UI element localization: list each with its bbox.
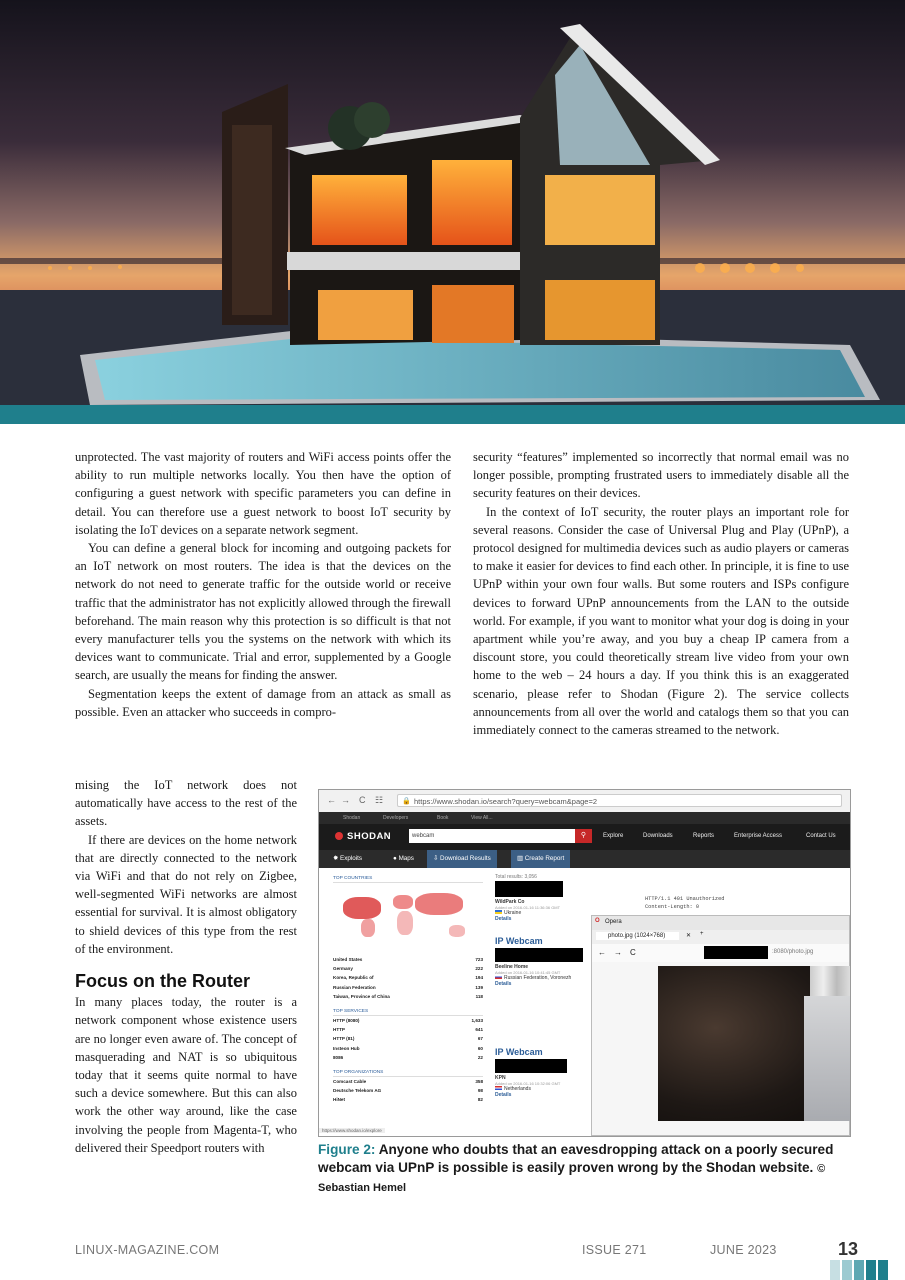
tab-title: photo.jpg (1024×768) <box>608 933 666 939</box>
http-line: Content-Length: 0 <box>645 904 700 910</box>
download-icon: ⇩ <box>433 855 441 862</box>
shodan-logo-text: SHODAN <box>347 831 392 842</box>
webcam-image <box>658 966 850 1121</box>
facet-row <box>333 1053 483 1062</box>
facet-count: 194 <box>475 975 483 981</box>
paragraph: mising the IoT network does not automatically have access to the rest of the assets. <box>75 778 297 829</box>
shodan-top-nav <box>319 812 850 824</box>
opera-url-suffix: :8080/photo.jpg <box>772 949 814 955</box>
facet-count: 82 <box>477 1097 483 1103</box>
right-column <box>473 448 849 739</box>
url-field <box>397 794 842 807</box>
paragraph: In many places today, the router is a network component whose existence users are no longer even aware of. The concept of masquerading and NAT is so ubiquitous today that it seems quite normal to have such a device somewhere. But this can also work the other way around, like the case involving the people from Magenta-T, who delivered their Speedport routers with <box>75 995 297 1155</box>
figure-caption <box>318 1141 849 1198</box>
map-pin-icon: ● <box>393 855 399 862</box>
reload-icon: C <box>630 948 636 957</box>
facet-name: HiNet <box>333 1097 345 1103</box>
footer-square <box>866 1260 876 1280</box>
paragraph: You can define a general block for incoming and outgoing packets for an IoT network on most routers. The idea is that the devices on the network do not need to generate traffic for the outside world or receive traffic that the administrator has not explicitly allowed through the firewall beforehand. The main reason why this protection is so difficult is that not every manufacturer tells you the systems on the network with which its devices want to communicate. Trial and error, supplemented by a Google search, are usually the means for finding the answer. <box>75 541 451 683</box>
toolbar-label: Create Report <box>524 855 565 862</box>
opera-icon: O <box>595 918 600 924</box>
facets-panel <box>333 872 483 1105</box>
flag-icon <box>495 975 502 979</box>
facet-count: 98 <box>477 1088 483 1094</box>
paragraph: security “features” implemented so incorrectly that normal email was no longer possible, prompting frustrated users to immediately disable all the security features on their devices. <box>473 450 849 501</box>
chart-icon: ▥ <box>517 855 525 862</box>
facet-count: 358 <box>475 1079 483 1085</box>
toolbar-label: Download Results <box>440 855 491 862</box>
header-nav-item: Contact Us <box>806 833 836 839</box>
opera-address-bar <box>592 944 849 962</box>
header-nav-item: Enterprise Access <box>734 833 783 839</box>
result-country-name: Ukraine <box>504 910 522 916</box>
top-nav-item: Book <box>437 815 449 821</box>
facet-count: 60 <box>477 1045 483 1051</box>
facet-count: 222 <box>475 966 483 972</box>
door <box>804 996 850 1121</box>
facet-row <box>333 964 483 973</box>
facet-count: 118 <box>475 993 483 999</box>
result-country-name: Netherlands <box>504 1086 531 1092</box>
facet-label: TOP SERVICES <box>333 1009 483 1016</box>
reload-icon: C <box>359 795 366 805</box>
left-column-narrow <box>75 776 297 1157</box>
facet-name: HTTP (8080) <box>333 1018 360 1024</box>
facet-count: 723 <box>475 957 483 962</box>
footer-square <box>830 1260 840 1280</box>
opera-title-bar <box>592 916 849 930</box>
close-icon: ✕ <box>686 933 692 939</box>
facet-name: HTTP (81) <box>333 1036 355 1042</box>
facet-row <box>333 1086 483 1095</box>
photo-credit: © Sebastian Hemel <box>318 1162 826 1194</box>
opera-tab-row <box>592 930 849 944</box>
back-icon: ← <box>327 795 336 805</box>
paragraph: unprotected. The vast majority of routers and WiFi access points offer the ability to run multiple networks locally. You then have the option of configuring a guest network with specific parameters you can define in detail. You can therefore use a guest network to boost IoT security by isolating the IoT devices on a separate network segment. <box>75 450 451 537</box>
result-details-link: Details <box>495 916 512 922</box>
forward-icon: → <box>341 795 350 805</box>
result-name: Beeline Home <box>495 964 529 970</box>
toolbar-label: Maps <box>398 855 414 862</box>
flag-icon <box>495 910 502 914</box>
facet-row <box>333 1034 483 1043</box>
http-banner <box>645 895 724 911</box>
result-name: WildPark Co <box>495 899 525 905</box>
search-icon: ⚲ <box>575 829 592 843</box>
result-details-link: Details <box>495 1092 512 1098</box>
opera-title: Opera <box>605 919 622 925</box>
search-input: webcam <box>409 829 575 843</box>
top-nav-item: Shodan <box>343 815 361 821</box>
result-title: IP Webcam <box>495 1047 543 1057</box>
facet-label: TOP ORGANIZATIONS <box>333 1070 483 1077</box>
accent-bar <box>0 405 905 424</box>
facet-row <box>333 973 483 982</box>
grid-icon: ☷ <box>375 795 384 805</box>
facet-count: 1,633 <box>471 1018 483 1024</box>
facet-count: 67 <box>477 1036 483 1042</box>
caption-text: Anyone who doubts that an eavesdropping attack on a poorly secured webcam via UPnP is possible is easily proven wrong by the Shodan website. <box>318 1142 834 1175</box>
footer-squares <box>830 1260 888 1280</box>
facet-row <box>333 992 483 1001</box>
paragraph: If there are devices on the home network that are directly connected to the network via WiFi and that do not rely on Zigbee, well-segmented WiFi networks are almost essential for survival. It is almost obligatory to shield devices of this type from the rest of the environment. <box>75 832 297 956</box>
facet-name: Korea, Republic of <box>333 975 374 981</box>
footer-square <box>842 1260 852 1280</box>
left-column-top <box>75 448 451 721</box>
figure-shodan-screenshot <box>318 789 851 1137</box>
section-heading: Focus on the Router <box>75 971 250 992</box>
toolbar-label: Exploits <box>340 855 363 862</box>
lock-icon: 🔒 <box>402 798 411 805</box>
facet-name: Russian Federation <box>333 984 376 990</box>
footer-square <box>854 1260 864 1280</box>
toolbar-exploits <box>327 850 368 868</box>
curtain <box>810 966 850 996</box>
opera-browser-window <box>591 915 850 1136</box>
paragraph: In the context of IoT security, the router plays an important role for several reasons. Consider the case of Universal Plug and Play (UPnP), a protocol designed for multimedia devices such as audio players or cameras to make it easier for devices to find each other. In principle, it is fine to use UPnP within your own four walls. But some routers and ISPs configure devices to forward UPnP announcements from the LAN to the outside world. For example, if you want to monitor what your dog is doing in your apartment while you’re away, and you buy a cheap IP camera from a discount store, you could theoretically stream live video from your own home to the web – 24 hours a day. If you think this is an exaggerated scenario, please refer to Shodan (Figure 2). The service collects announcements from all over the world and catalogs them so that you can immediately connect to the cameras streamed to the network. <box>473 504 849 738</box>
opera-tab <box>596 932 679 940</box>
facet-row <box>333 983 483 992</box>
result-name: KPN <box>495 1075 506 1081</box>
facet-row <box>333 1044 483 1053</box>
facet-row <box>333 1095 483 1104</box>
forward-icon: → <box>614 948 622 957</box>
result-details-link: Details <box>495 981 512 987</box>
http-line: HTTP/1.1 401 Unauthorized <box>645 896 725 902</box>
redacted-block <box>495 948 583 962</box>
result-added: Added on 2016-01-16 10:41:45 GMT <box>495 970 561 975</box>
redacted-block <box>704 946 768 959</box>
facet-count: 641 <box>475 1027 483 1033</box>
facet-name: United States <box>333 957 363 962</box>
paragraph: Segmentation keeps the extent of damage from an attack as small as possible. Even an attacker who succeeds in compro- <box>75 686 451 719</box>
facet-name: 8086 <box>333 1054 344 1060</box>
facet-name: HTTP <box>333 1027 345 1033</box>
facet-row <box>333 1077 483 1086</box>
redacted-block <box>495 1059 567 1073</box>
facet-count: 139 <box>475 984 483 990</box>
shodan-toolbar <box>319 850 850 868</box>
page-number: 13 <box>838 1239 859 1259</box>
new-tab-icon: + <box>700 931 704 937</box>
header-nav-item: Explore <box>603 833 624 839</box>
results-list <box>495 874 595 1098</box>
facet-name: Insteon Hub <box>333 1045 360 1051</box>
shodan-header <box>319 824 850 850</box>
result-added: Added on 2016-01-16 11:36:36 GMT <box>495 905 561 910</box>
flag-icon <box>495 1086 502 1090</box>
facet-name: Comcast Cable <box>333 1079 367 1085</box>
facet-row <box>333 1025 483 1034</box>
footer-date: JUNE 2023 <box>710 1243 777 1257</box>
facet-count: 22 <box>477 1054 483 1060</box>
toolbar-maps <box>387 850 420 868</box>
toolbar-create-report <box>511 850 570 868</box>
hero-image-modern-house <box>0 0 905 405</box>
result-country-name: Russian Federation, Voronezh <box>504 975 572 981</box>
shodan-logo <box>335 831 391 842</box>
redacted-block <box>495 881 563 897</box>
header-nav-item: Reports <box>693 833 715 839</box>
facet-row <box>333 1016 483 1025</box>
result-title: IP Webcam <box>495 936 543 946</box>
header-nav-item: Downloads <box>643 833 673 839</box>
footer-issue: ISSUE 271 <box>582 1243 647 1257</box>
total-results: Total results: 3,056 <box>495 874 537 880</box>
facet-label: TOP COUNTRIES <box>333 876 483 883</box>
house-illustration <box>0 0 905 405</box>
url-text: https://www.shodan.io/search?query=webcam&page=2 <box>414 797 598 806</box>
top-nav-item: Developers <box>383 815 409 821</box>
facet-name: Deutsche Telekom AG <box>333 1088 382 1094</box>
facet-row <box>333 955 483 964</box>
footer-square <box>878 1260 888 1280</box>
footer-site: LINUX-MAGAZINE.COM <box>75 1243 220 1257</box>
facet-name: Germany <box>333 966 353 972</box>
world-map <box>333 889 473 949</box>
figure-label: Figure 2: <box>318 1142 376 1157</box>
back-icon: ← <box>598 948 606 957</box>
shodan-logo-icon <box>335 832 343 840</box>
browser-address-bar <box>319 790 850 813</box>
status-bar-url: https://www.shodan.io/explore <box>319 1128 385 1133</box>
facet-name: Taiwan, Province of China <box>333 993 390 999</box>
toolbar-download-results <box>427 850 497 868</box>
result-added: Added on 2016-01-16 10:32:06 GMT <box>495 1081 561 1086</box>
top-nav-item: View All... <box>471 815 493 821</box>
exploits-icon: ✸ <box>333 855 341 862</box>
